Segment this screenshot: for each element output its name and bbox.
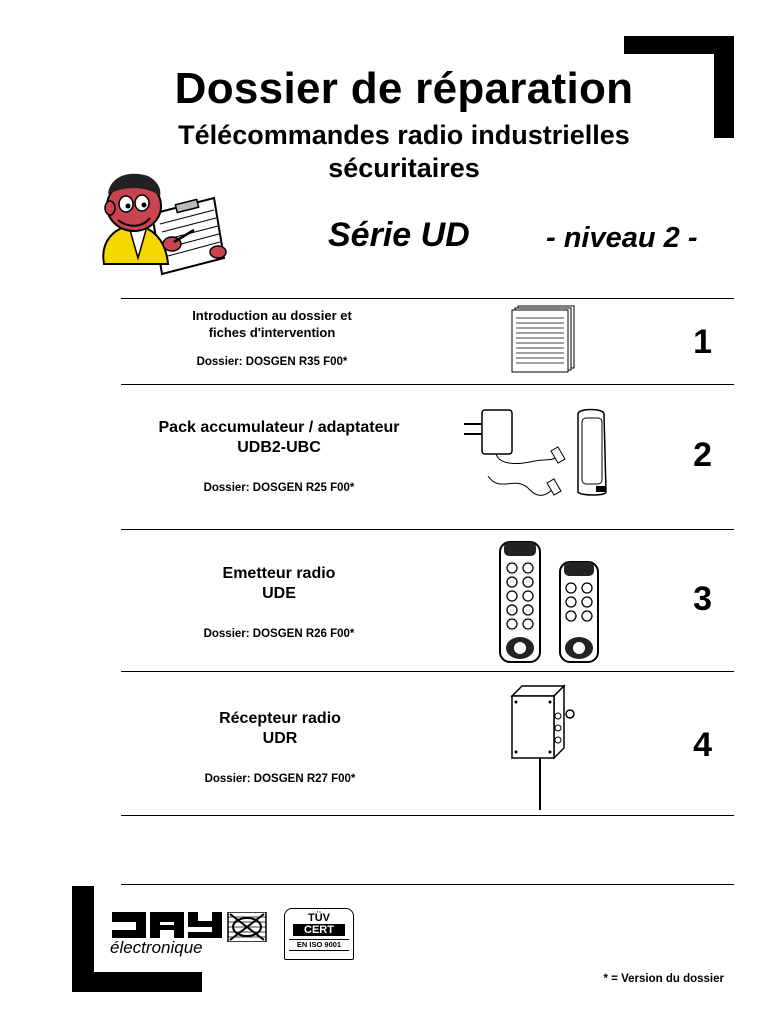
- section-divider: [121, 384, 734, 385]
- section-4-title: Récepteur radio UDR: [219, 710, 341, 747]
- section-3-reference: Dossier: DOSGEN R26 F00*: [203, 628, 355, 640]
- footer-divider: [121, 884, 734, 885]
- brand-text: électronique: [110, 938, 203, 957]
- section-3: [150, 564, 408, 640]
- section-3-number: 3: [693, 580, 712, 618]
- section-2-number: 2: [693, 436, 712, 474]
- cert-middle: CERT: [293, 924, 345, 936]
- version-footnote: * = Version du dossier: [603, 973, 724, 985]
- cert-standard: EN ISO 9001: [289, 939, 349, 951]
- section-1-title: Introduction au dossier et fiches d'intervention: [192, 308, 352, 340]
- transmitter-illustration: [496, 538, 608, 664]
- section-3-title: Emetteur radio UDE: [222, 565, 336, 602]
- section-4-reference: Dossier: DOSGEN R27 F00*: [204, 773, 356, 785]
- section-divider: [121, 298, 734, 299]
- section-1-number: 1: [693, 323, 712, 361]
- section-2-title: Pack accumulateur / adaptateur UDB2-UBC: [158, 419, 400, 456]
- mascot-illustration: [90, 168, 230, 278]
- section-1: [150, 307, 394, 368]
- section-2-reference: Dossier: DOSGEN R25 F00*: [203, 482, 355, 494]
- section-4-number: 4: [693, 726, 712, 764]
- section-divider: [121, 529, 734, 530]
- section-1-reference: Dossier: DOSGEN R35 F00*: [196, 356, 348, 368]
- section-4: [150, 709, 410, 785]
- level-label: - niveau 2 -: [546, 222, 698, 254]
- subtitle-line-1: Télécommandes radio industrielles: [178, 120, 630, 150]
- documents-stack-illustration: [508, 304, 580, 376]
- cert-top: TÜV: [308, 912, 330, 924]
- battery-charger-illustration: [460, 404, 630, 516]
- receiver-illustration: [500, 680, 580, 812]
- jay-logo: [110, 912, 270, 958]
- corner-bracket-bottom: [72, 972, 202, 992]
- section-2: [126, 418, 432, 494]
- section-divider: [121, 815, 734, 816]
- series-name: Série UD: [328, 216, 470, 254]
- page-title: Dossier de réparation: [174, 64, 634, 113]
- subtitle-line-2: sécuritaires: [328, 153, 480, 183]
- tuv-cert-badge: [284, 908, 354, 960]
- section-divider: [121, 671, 734, 672]
